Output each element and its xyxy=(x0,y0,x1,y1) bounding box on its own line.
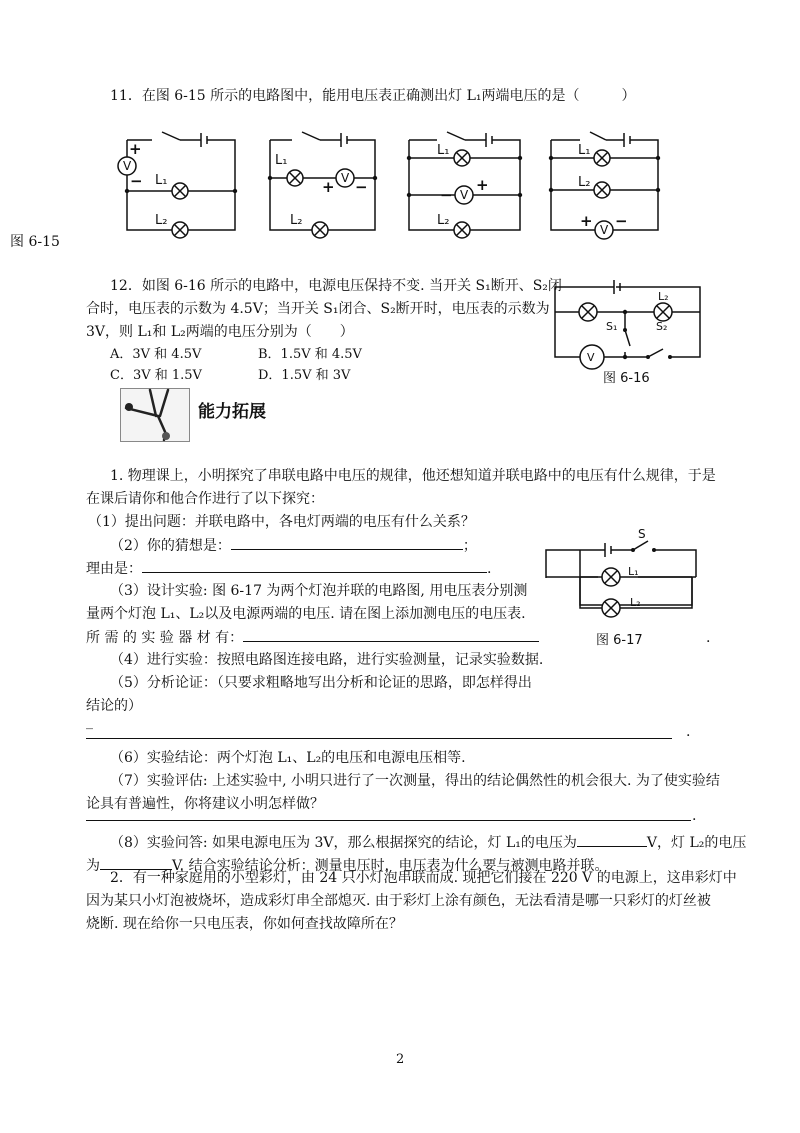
svg-text:L₂: L₂ xyxy=(290,213,303,228)
ex1-step-3c: 所 需 的 实 验 器 材 有： xyxy=(86,627,539,648)
analysis-answer-line[interactable] xyxy=(86,738,672,739)
svg-text:−: − xyxy=(615,212,628,230)
ex1-step-7b: 论具有普遍性，你将建议小明怎样做？ xyxy=(86,796,324,812)
ex1-intro-2: 在课后请你和他合作进行了以下探究： xyxy=(86,491,324,507)
ex1-step-5a: （5）分析论证：（只要求粗略地写出分析和论证的思路，即怎样得出 xyxy=(110,675,532,691)
analysis-end-mark: . xyxy=(686,724,691,740)
figure-6-17-label: 图 6-17 xyxy=(596,633,643,648)
ex1-step-8a: （8）实验问答: 如果电源电压为 3V，那么根据探究的结论，灯 L₁的电压为 V，灯 L₂的电压 xyxy=(110,832,746,853)
ex1-step-2: （2）你的猜想是： ； xyxy=(110,535,477,556)
q11-text: 11．在图 6-15 所示的电路图中，能用电压表正确测出灯 L₁两端电压的是（ ） xyxy=(110,88,636,104)
ex2-line-2: 因为某只小灯泡被烧坏，造成彩灯串全部熄灭. 由于彩灯上涂有颜色，无法看清是哪一只彩灯的灯丝被 xyxy=(86,893,711,909)
svg-text:+: + xyxy=(580,212,593,230)
svg-text:S: S xyxy=(638,528,646,541)
ex1-step-3a: （3）设计实验: 图 6-17 为两个灯泡并联的电路图, 用电压表分别测 xyxy=(110,583,528,599)
ex2-line-1: 2．有一种家庭用的小型彩灯，由 24 只小灯泡串联而成. 现把它们接在 220 V 的电源上，这串彩灯中 xyxy=(110,870,737,886)
figure-6-15-label: 图 6-15 xyxy=(10,234,60,250)
svg-text:L₁: L₁ xyxy=(578,143,591,158)
svg-text:L₂: L₂ xyxy=(630,596,641,609)
voltmeter-label: V xyxy=(123,159,132,173)
q12-option-b: B．1.5V 和 4.5V xyxy=(258,347,362,362)
ex1-step-7a: （7）实验评估: 上述实验中, 小明只进行了一次测量，得出的结论偶然性的机会很大. 为了使实验结 xyxy=(110,773,720,789)
page-number: 2 xyxy=(396,1052,405,1067)
ex1-step-3b: 量两个灯泡 L₁、L₂以及电源两端的电压. 请在图上添加测电压的电压表. xyxy=(86,606,526,622)
figure-6-16 xyxy=(550,272,710,392)
ex1-step-1: （1）提出问题：并联电路中，各电灯两端的电压有什么关系？ xyxy=(88,514,475,530)
q12-option-a: A．3V 和 4.5V xyxy=(110,347,202,362)
figure-6-15 xyxy=(0,118,800,248)
reason-answer-blank[interactable] xyxy=(142,558,487,573)
ex1-step-6: （6）实验结论：两个灯泡 L₁、L₂的电压和电源电压相等. xyxy=(110,750,466,766)
ex1-intro-1: 1. 物理课上，小明探究了串联电路中电压的规律，他还想知道并联电路中的电压有什么规律，于是 xyxy=(110,468,716,484)
banner-illustration xyxy=(120,388,190,442)
ex1-step-4: （4）进行实验：按照电路图连接电路，进行实验测量，记录实验数据. xyxy=(110,652,544,668)
l1-voltage-blank[interactable] xyxy=(577,832,647,847)
svg-text:L₂: L₂ xyxy=(155,213,168,228)
q12-option-c: C．3V 和 1.5V xyxy=(110,368,202,383)
figure-6-17-lamps xyxy=(578,560,698,630)
figure-6-16-label: 图 6-16 xyxy=(603,371,650,386)
svg-text:L₁: L₁ xyxy=(628,565,639,578)
svg-text:V: V xyxy=(460,188,469,202)
equipment-end-mark: . xyxy=(706,630,711,646)
svg-text:L₁: L₁ xyxy=(155,173,168,188)
svg-text:+: + xyxy=(476,176,489,194)
svg-text:V: V xyxy=(341,171,350,185)
ex1-step-8b: 为 V. 结合实验结论分析：测量电压时，电压表为什么要与被测电路并联。 xyxy=(86,855,609,876)
equipment-answer-blank[interactable] xyxy=(243,627,539,642)
q12-line-1: 12．如图 6-16 所示的电路中，电源电压保持不变. 当开关 S₁断开、S₂闭 xyxy=(110,278,562,294)
guess-answer-blank[interactable] xyxy=(231,535,463,550)
q12-line-3: 3V，则 L₁和 L₂两端的电压分别为（ ） xyxy=(86,324,354,340)
ex1-reason: 理由是： . xyxy=(86,558,491,579)
svg-text:V: V xyxy=(600,223,609,237)
evaluation-answer-line[interactable] xyxy=(86,820,691,821)
svg-text:L₂: L₂ xyxy=(437,213,450,228)
svg-text:L₂: L₂ xyxy=(658,290,669,303)
svg-text:−: − xyxy=(355,178,368,196)
ex1-step-5-mark: _ xyxy=(86,714,93,730)
svg-text:L₁: L₁ xyxy=(275,153,288,168)
svg-text:−: − xyxy=(440,186,453,204)
ex1-step-5b: 结论的） xyxy=(86,698,142,714)
svg-text:+: + xyxy=(322,178,335,196)
svg-text:+: + xyxy=(129,140,142,158)
svg-text:S₂: S₂ xyxy=(656,320,668,333)
evaluation-end-mark: . xyxy=(692,808,697,824)
q12-line-2: 合时，电压表的示数为 4.5V；当开关 S₁闭合、S₂断开时，电压表的示数为 xyxy=(86,301,550,317)
svg-text:−: − xyxy=(130,172,143,190)
svg-text:L₂: L₂ xyxy=(578,175,591,190)
svg-text:L₁: L₁ xyxy=(437,143,450,158)
q12-option-d: D．1.5V 和 3V xyxy=(258,368,351,383)
svg-text:V: V xyxy=(587,351,595,364)
section-title: 能力拓展 xyxy=(198,402,266,422)
svg-text:S₁: S₁ xyxy=(606,320,618,333)
ex2-line-3: 烧断. 现在给你一只电压表，你如何查找故障所在？ xyxy=(86,916,403,932)
